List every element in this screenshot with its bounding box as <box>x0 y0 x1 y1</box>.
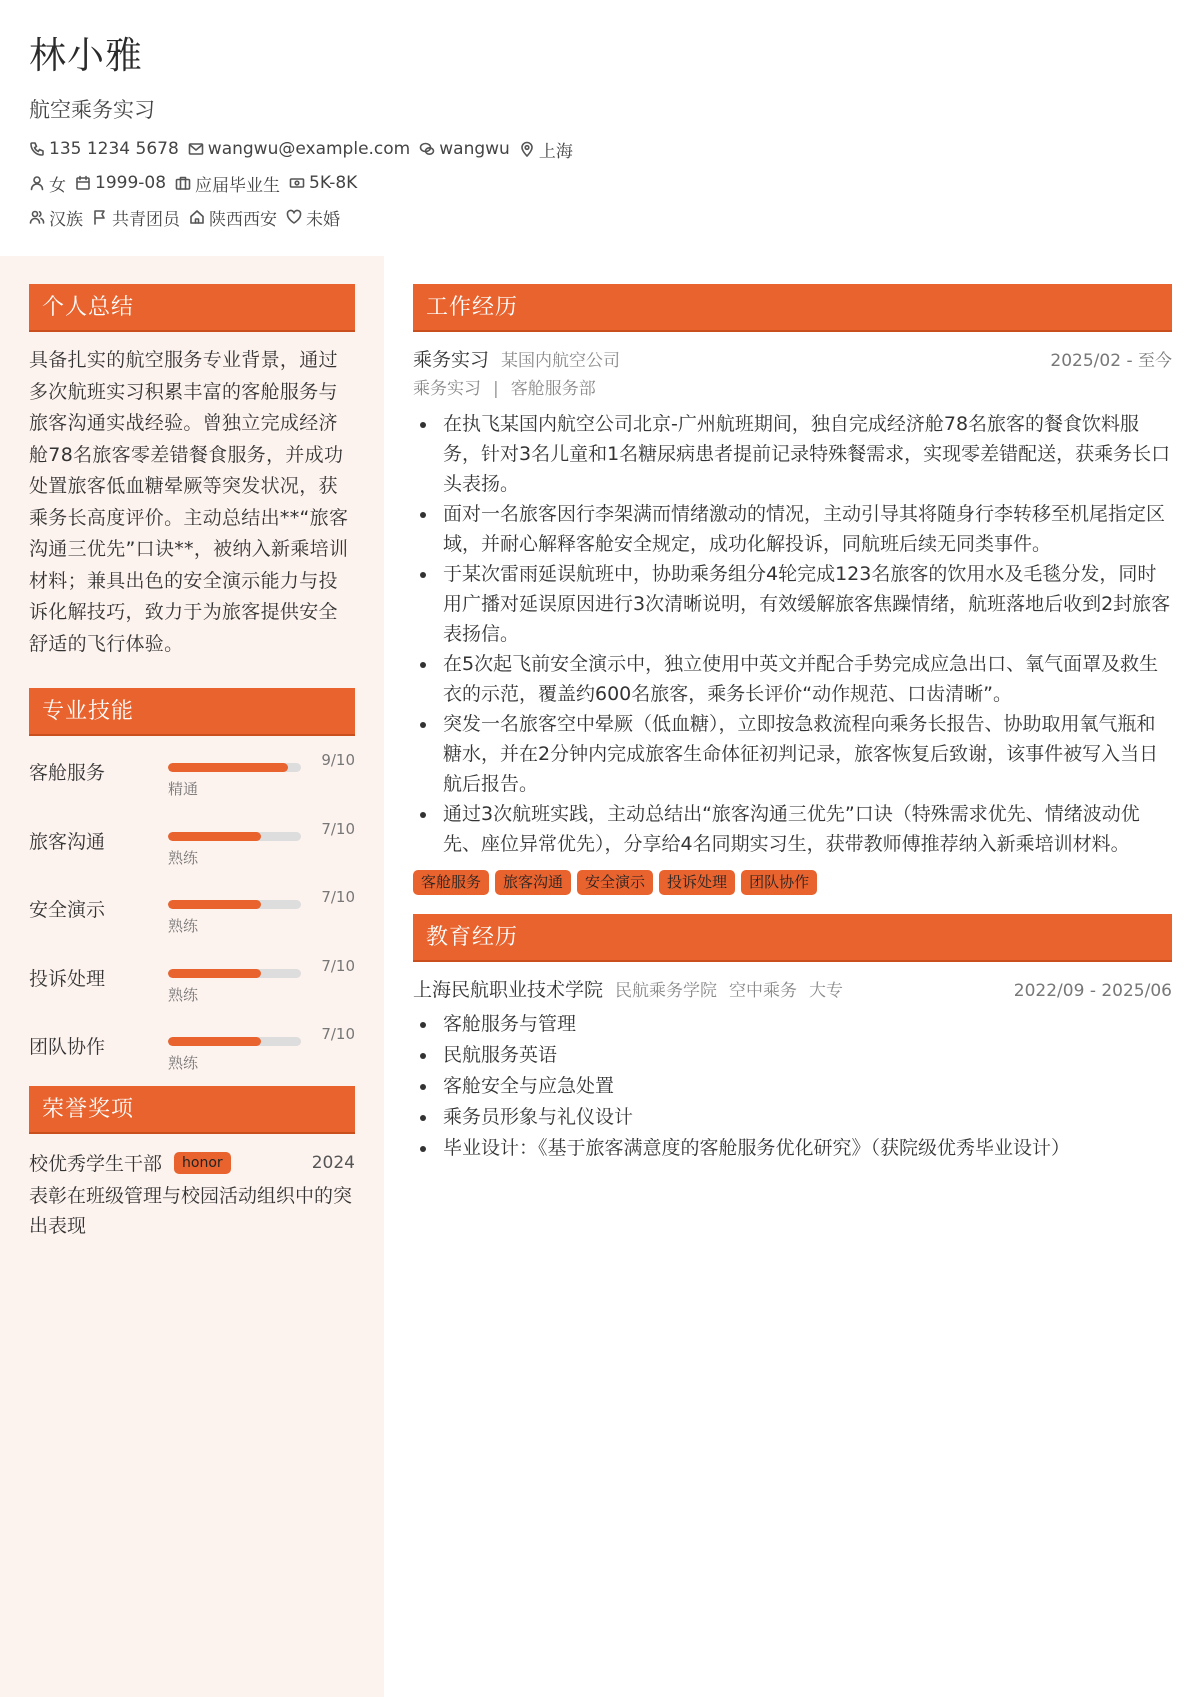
list-item: 面对一名旅客因行李架满而情绪激动的情况，主动引导其将随身行李转移至机尾指定区域，并耐心解释客舱安全规定，成功化解投诉，同航班后续无同类事件。 <box>413 499 1172 559</box>
contact-email[interactable] <box>188 139 410 159</box>
skill-bar-fill <box>168 900 261 909</box>
mail-icon <box>188 141 204 157</box>
contact-wechat <box>419 139 510 159</box>
candidate-name: 林小雅 <box>29 34 143 77</box>
birth-date <box>75 173 166 193</box>
section-header-skills: 专业技能 <box>29 688 355 736</box>
gender-text: 女 <box>49 175 66 196</box>
skill-level: 熟练 <box>168 917 199 935</box>
extra-row <box>29 204 1200 230</box>
skill-item <box>29 736 355 805</box>
skill-level: 精通 <box>168 780 199 798</box>
list-item: 乘务员形象与礼仪设计 <box>413 1102 1172 1133</box>
phone-icon <box>29 141 45 157</box>
marital-status-text: 未婚 <box>306 209 340 230</box>
major-name: 空中乘务 <box>729 981 798 1001</box>
section-header-honors: 荣誉奖项 <box>29 1086 355 1134</box>
skill-score: 9/10 <box>321 751 355 769</box>
job-date: 2025/02 - 至今 <box>1050 351 1172 371</box>
skill-tag: 客舱服务 <box>413 870 489 895</box>
skill-score: 7/10 <box>321 1025 355 1043</box>
right-column <box>413 284 1172 1164</box>
user-icon <box>29 175 45 191</box>
skill-bar <box>168 969 301 978</box>
skill-score: 7/10 <box>321 888 355 906</box>
skill-score: 7/10 <box>321 819 355 838</box>
list-item: 通过3次航班实践，主动总结出“旅客沟通三优先”口诀（特殊需求优先、情绪波动优先、座位异常优先），分享给4名同期实习生，获带教师傅推荐纳入新乘培训材料。 <box>413 799 1172 859</box>
skill-tag: 投诉处理 <box>659 870 735 895</box>
skill-item <box>29 805 355 874</box>
job-bullets <box>413 409 1172 859</box>
skill-name: 客舱服务 <box>29 762 106 784</box>
wechat-icon <box>419 141 435 157</box>
summary-text: 具备扎实的航空服务专业背景，通过多次航班实习积累丰富的客舱服务与旅客沟通实战经验。曾独立完成经济舱78名旅客零差错餐食服务，并成功处置旅客低血糖晕厥等突发状况，获乘务长高度评价。主动总结出**“旅客沟通三优先”口诀**，被纳入新乘培训材料；兼具出色的安全演示能力与投诉化解技巧，致力于为旅客提供安全舒适的飞行体验。 <box>29 349 349 655</box>
personal-row <box>29 170 1200 196</box>
skill-bar-fill <box>168 969 261 978</box>
list-item: 突发一名旅客空中晕厥（低血糖），立即按急救流程向乘务长报告、协助取用氧气瓶和糖水，并在2分钟内完成旅客生命体征初判记录，旅客恢复后致谢，该事件被写入当日航后报告。 <box>413 709 1172 799</box>
skill-tag: 安全演示 <box>577 870 653 895</box>
honor-badge: honor <box>174 1152 231 1174</box>
section-header-summary: 个人总结 <box>29 284 355 332</box>
skill-name: 安全演示 <box>29 899 106 921</box>
honor-description: 表彰在班级管理与校园活动组织中的突出表现 <box>29 1184 353 1237</box>
education-date: 2022/09 - 2025/06 <box>1013 981 1172 1001</box>
separator: | <box>493 379 499 399</box>
experience-text: 应届毕业生 <box>195 175 281 196</box>
contact-location <box>519 137 573 162</box>
contact-row <box>29 136 1200 162</box>
ethnicity-text: 汉族 <box>49 209 83 230</box>
flag-icon <box>92 209 108 225</box>
list-item: 客舱服务与管理 <box>413 1009 1172 1040</box>
skill-item <box>29 1010 355 1079</box>
skill-level: 熟练 <box>168 848 199 867</box>
list-item: 毕业设计：《基于旅客满意度的客舱服务优化研究》（获院级优秀毕业设计） <box>413 1133 1172 1164</box>
hometown <box>189 205 277 230</box>
skill-item <box>29 873 355 942</box>
gender <box>29 171 66 196</box>
school-name: 上海民航职业技术学院 <box>413 979 604 1001</box>
job-title: 乘务实习 <box>413 349 490 371</box>
birth-date-text: 1999-08 <box>95 173 167 193</box>
salary-text: 5K-8K <box>309 173 358 193</box>
honor-title: 校优秀学生干部 <box>29 1153 163 1175</box>
skill-item <box>29 942 355 1011</box>
marital-status <box>286 205 340 230</box>
skill-level: 熟练 <box>168 985 199 1004</box>
skill-bar <box>168 1037 301 1046</box>
left-column <box>29 284 355 1241</box>
calendar-icon <box>75 175 91 191</box>
honor-item <box>29 1148 355 1178</box>
list-item: 在执飞某国内航空公司北京-广州航班期间，独自完成经济舱78名旅客的餐食饮料服务，针对3名儿童和1名糖尿病患者提前记录特殊餐需求，实现零差错配送，获乘务长口头表扬。 <box>413 409 1172 499</box>
experience-status <box>175 171 280 196</box>
section-header-work: 工作经历 <box>413 284 1172 332</box>
resume-header <box>0 0 1200 256</box>
skill-bar <box>168 763 301 772</box>
money-icon <box>289 175 305 191</box>
list-item: 民航服务英语 <box>413 1040 1172 1071</box>
phone-text: 135 1234 5678 <box>49 139 179 159</box>
home-icon <box>189 209 205 225</box>
briefcase-icon <box>175 175 191 191</box>
job-tags <box>413 870 1172 895</box>
job-subtitle <box>413 375 1172 403</box>
political-status-text: 共青团员 <box>112 209 180 230</box>
list-item: 于某次雷雨延误航班中，协助乘务组分4轮完成123名旅客的饮用水及毛毯分发，同时用广播对延误原因进行3次清晰说明，有效缓解旅客焦躁情绪，航班落地后收到2封旅客表扬信。 <box>413 559 1172 649</box>
skill-name: 投诉处理 <box>29 967 106 990</box>
job-company: 某国内航空公司 <box>501 351 621 371</box>
education-header <box>413 975 1172 1003</box>
skill-bar <box>168 832 301 841</box>
heart-icon <box>286 209 302 225</box>
course-list <box>413 1009 1172 1164</box>
skill-name: 团队协作 <box>29 1036 106 1058</box>
honor-year: 2024 <box>311 1152 355 1173</box>
skill-bar-fill <box>168 763 288 772</box>
hometown-text: 陕西西安 <box>209 209 277 230</box>
wechat-text: wangwu <box>439 139 510 159</box>
skill-tag: 旅客沟通 <box>495 870 571 895</box>
expected-salary <box>289 173 357 193</box>
skill-bar-fill <box>168 1037 261 1046</box>
contact-phone <box>29 139 179 159</box>
list-item: 在5次起飞前安全演示中，独立使用中英文并配合手势完成应急出口、氧气面罩及救生衣的示范，覆盖约600名旅客，乘务长评价“动作规范、口齿清晰”。 <box>413 649 1172 709</box>
job-objective: 航空乘务实习 <box>29 98 155 122</box>
college-name: 民航乘务学院 <box>615 981 718 1001</box>
location-icon <box>519 141 535 157</box>
skill-score: 7/10 <box>321 956 355 975</box>
location-text: 上海 <box>538 141 573 162</box>
ethnicity <box>29 205 83 230</box>
skill-bar-fill <box>168 832 261 841</box>
section-header-education: 教育经历 <box>413 914 1172 962</box>
skills-list <box>29 736 355 1079</box>
job-role: 乘务实习 <box>413 379 481 399</box>
skill-bar <box>168 900 301 909</box>
email-text: wangwu@example.com <box>207 139 411 159</box>
people-icon <box>29 209 45 225</box>
skill-name: 旅客沟通 <box>29 830 106 853</box>
job-department: 客舱服务部 <box>510 379 596 399</box>
job-header <box>413 345 1172 373</box>
political-status <box>92 205 180 230</box>
skill-tag: 团队协作 <box>741 870 817 895</box>
list-item: 客舱安全与应急处置 <box>413 1071 1172 1102</box>
skill-level: 熟练 <box>168 1054 199 1072</box>
degree: 大专 <box>809 981 844 1001</box>
